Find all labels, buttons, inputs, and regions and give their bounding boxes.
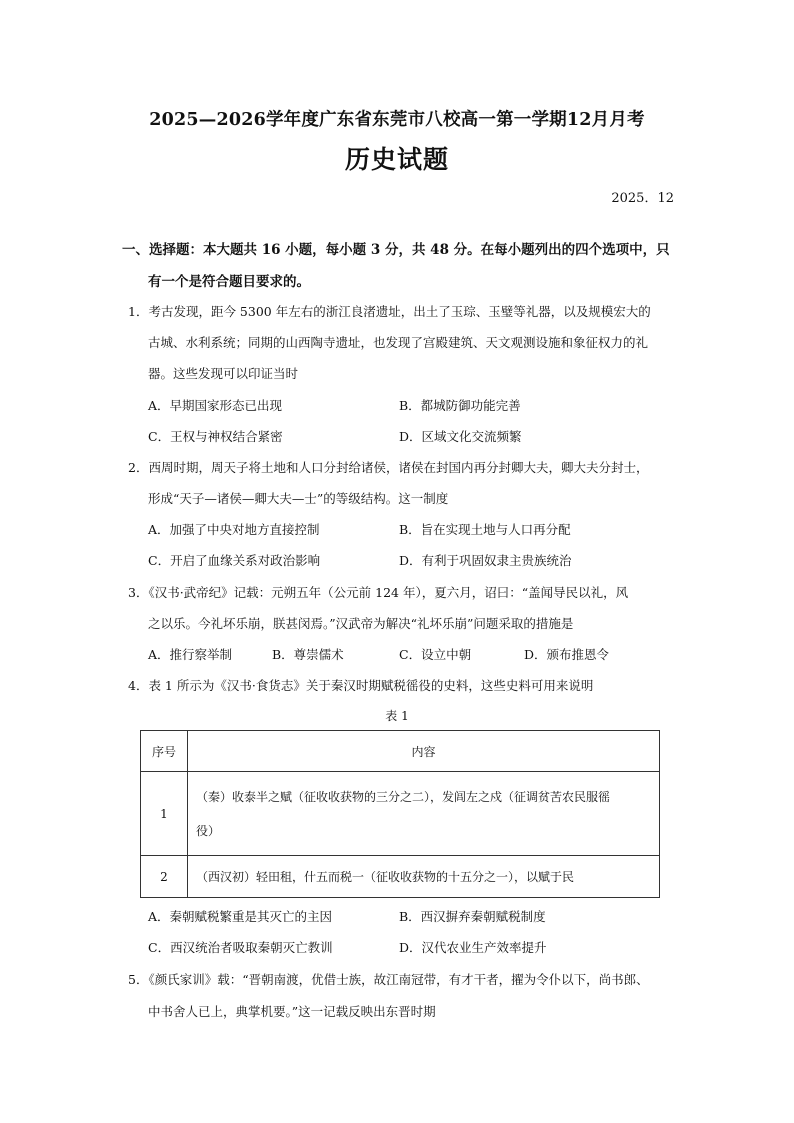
- table-cell-num: 1: [141, 772, 188, 856]
- table-cell-content-line1: （秦）收泰半之赋（征收收获物的三分之二），发闾左之戍（征调贫苦农民服徭: [196, 789, 611, 804]
- table-caption: 表 1: [385, 709, 409, 723]
- table-cell-content: （西汉初）轻田租，什五而税一（征收收获物的十五分之一），以赋于民: [188, 856, 660, 898]
- q4-stem-line1: 4．表 1 所示为《汉书·食货志》关于秦汉时期赋税徭役的史料，这些史料可用来说明: [128, 678, 594, 693]
- table-cell-content: [188, 772, 660, 856]
- q1-stem-line1: 1．考古发现，距今 5300 年左右的浙江良渚遗址，出土了玉琮、玉璧等礼器，以及规模宏大的: [128, 304, 651, 319]
- q5-stem-line2: 中书舍人已上，典掌机要。”这一记载反映出东晋时期: [148, 1004, 436, 1019]
- table-row: [141, 772, 660, 856]
- q1-option-c: C．王权与神权结合紧密: [148, 429, 283, 444]
- q1-option-d: D．区域文化交流频繁: [399, 429, 522, 444]
- q2-option-c: C．开启了血缘关系对政治影响: [148, 553, 321, 568]
- q2-stem-line1: 2．西周时期，周天子将土地和人口分封给诸侯，诸侯在封国内再分封卿大夫，卿大夫分封士，: [128, 460, 649, 475]
- q4-option-c: C．西汉统治者吸取秦朝灭亡教训: [148, 940, 333, 955]
- q5-stem-line1: 5．《颜氏家训》载：“晋朝南渡，优借士族，故江南冠带，有才干者，擢为令仆以下，尚书郎、: [128, 972, 649, 987]
- table-header-num: 序号: [141, 731, 188, 772]
- q3-option-b: B．尊崇儒术: [272, 647, 344, 662]
- subject-title: 历史试题: [344, 145, 449, 174]
- table-row: [141, 856, 660, 898]
- q3-option-a: A．推行察举制: [148, 647, 233, 662]
- q2-option-d: D．有利于巩固奴隶主贵族统治: [399, 553, 572, 568]
- q3-stem-line2: 之以乐。今礼坏乐崩，朕甚闵焉。”汉武帝为解决“礼坏乐崩”问题采取的措施是: [148, 616, 574, 631]
- q1-option-a: A．早期国家形态已出现: [148, 398, 283, 413]
- table-cell-num: 2: [141, 856, 188, 898]
- q2-stem-line2: 形成“天子—诸侯—卿大夫—士”的等级结构。这一制度: [148, 491, 449, 506]
- q3-stem-line1: 3．《汉书·武帝纪》记载：元朔五年（公元前 124 年），夏六月，诏曰：“盖闻导民以礼，风: [128, 585, 629, 600]
- section-heading-line1: 一、选择题：本大题共 16 小题，每小题 3 分，共 48 分。在每小题列出的四个选项中，只: [122, 242, 670, 258]
- q4-option-d: D．汉代农业生产效率提升: [399, 940, 547, 955]
- section-heading-line2: 有一个是符合题目要求的。: [148, 274, 310, 290]
- q1-option-b: B．都城防御功能完善: [399, 398, 521, 413]
- exam-date: 2025．12: [611, 191, 674, 206]
- q3-option-d: D．颁布推恩令: [524, 647, 610, 662]
- q4-option-b: B．西汉摒弃秦朝赋税制度: [399, 909, 546, 924]
- q1-stem-line3: 器。这些发现可以印证当时: [148, 366, 299, 381]
- exam-title: 2025—2026学年度广东省东莞市八校高一第一学期12月月考: [149, 110, 645, 130]
- q2-option-a: A．加强了中央对地方直接控制: [148, 522, 320, 537]
- table-header-row: [141, 731, 660, 772]
- q4-option-a: A．秦朝赋税繁重是其灭亡的主因: [148, 909, 333, 924]
- history-table: [140, 730, 660, 898]
- q3-option-c: C．设立中朝: [399, 647, 472, 662]
- table-cell-content-line2: 役）: [196, 823, 221, 838]
- table-header-content: 内容: [188, 731, 660, 772]
- q2-option-b: B．旨在实现土地与人口再分配: [399, 522, 571, 537]
- q1-stem-line2: 古城、水利系统；同期的山西陶寺遗址，也发现了宫殿建筑、天文观测设施和象征权力的礼: [148, 335, 649, 350]
